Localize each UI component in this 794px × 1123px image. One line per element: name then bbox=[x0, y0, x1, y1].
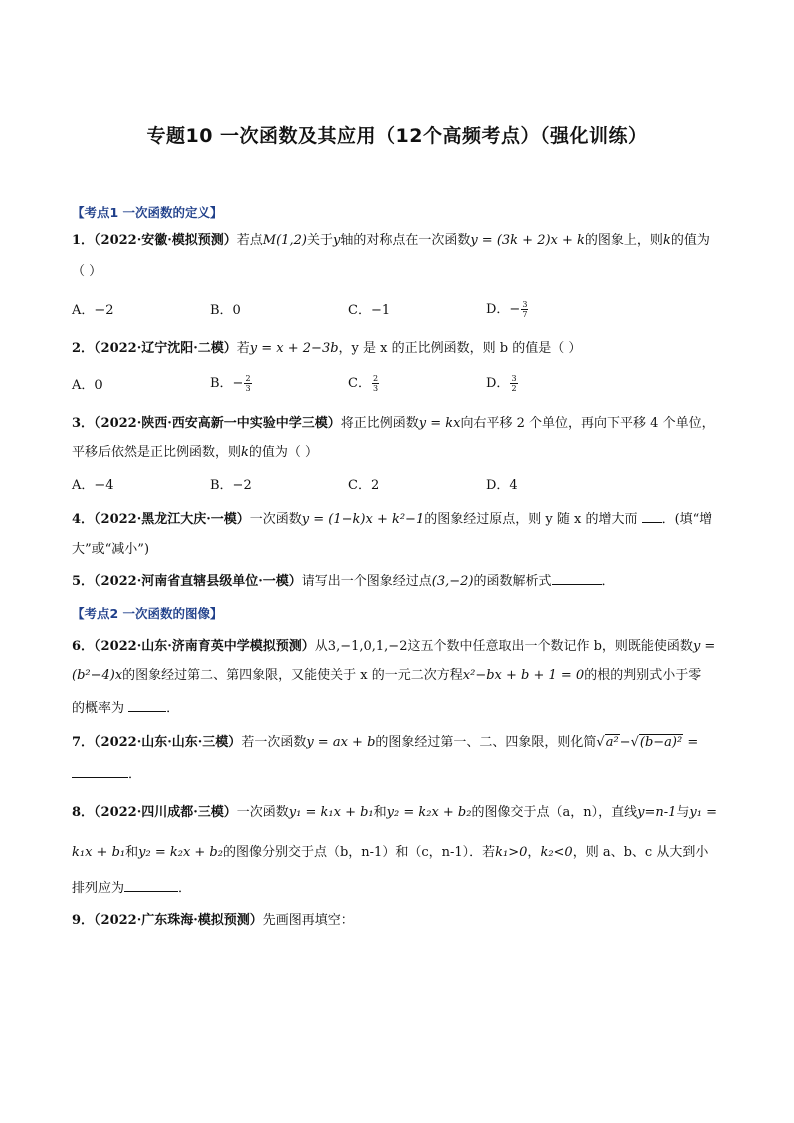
section-heading-2: 【考点2 一次函数的图像】 bbox=[72, 606, 223, 621]
q2-choice-b: B．− $\frac{2}{3}$ bbox=[210, 374, 251, 393]
sqrt-sign: √ bbox=[596, 735, 605, 750]
question-1-line-2: （ ） bbox=[72, 264, 103, 279]
question-3-line-2: 平移后依然是正比例函数，则k的值为（ ） bbox=[72, 445, 319, 460]
q3-choice-d: D．4 bbox=[486, 478, 518, 493]
question-source: （2022·安徽·模拟预测） bbox=[94, 233, 237, 248]
question-source: （2022·山东·济南育英中学模拟预测） bbox=[94, 639, 315, 654]
question-number: 3． bbox=[72, 416, 95, 431]
question-7-line-1: 7．（2022·山东·山东·三模）若一次函数y = ax + b的图象经过第一、二、四象限，则化简√a²−√(b−a)² = bbox=[72, 735, 699, 750]
question-number: 2． bbox=[72, 341, 95, 356]
q2-choice-c: C． $\frac{2}{3}$ bbox=[348, 374, 379, 393]
question-6-line-3: 的概率为 ． bbox=[72, 701, 180, 716]
question-source: （2022·黑龙江大庆·一模） bbox=[94, 512, 250, 527]
q2-choice-d: D． $\frac{3}{2}$ bbox=[486, 374, 517, 393]
question-source: （2022·河南省直辖县级单位·一模） bbox=[94, 574, 302, 589]
question-number: 6． bbox=[72, 639, 95, 654]
q1-choice-c: C．−1 bbox=[348, 303, 391, 318]
question-number: 8． bbox=[72, 805, 95, 820]
answer-blank bbox=[124, 880, 178, 892]
question-2-line-1: 2．（2022·辽宁沈阳·二模）若y = x + 2−3b，y 是 x 的正比例函数，则 b 的值是（ ） bbox=[72, 341, 582, 356]
answer-blank bbox=[552, 573, 602, 585]
answer-blank bbox=[72, 766, 128, 778]
q3-choice-a: A．−4 bbox=[72, 478, 114, 493]
question-1-line-1: 1．（2022·安徽·模拟预测）若点M(1,2)关于y轴的对称点在一次函数y = (3k + 2)x + k的图象上，则k的值为 bbox=[72, 233, 710, 248]
q2-choice-a: A．0 bbox=[72, 378, 103, 393]
answer-blank bbox=[128, 700, 166, 712]
question-8-line-3: 排列应为 ． bbox=[72, 881, 192, 896]
question-6-line-1: 6．（2022·山东·济南育英中学模拟预测）从3,−1,0,1,−2这五个数中任意取出一个数记作 b，则既能使函数y = bbox=[72, 639, 716, 654]
q1-choice-a: A．−2 bbox=[72, 303, 114, 318]
question-4-line-1: 4．（2022·黑龙江大庆·一模）一次函数y = (1−k)x + k²−1的图象经过原点，则 y 随 x 的增大而 ．(填“增 bbox=[72, 512, 713, 527]
question-source: （2022·山东·山东·三模） bbox=[94, 735, 242, 750]
page-title: 专题10 一次函数及其应用（12个高频考点）（强化训练） bbox=[146, 125, 648, 147]
question-source: （2022·陕西·西安高新一中实验中学三模） bbox=[94, 416, 341, 431]
answer-blank bbox=[642, 511, 662, 523]
q3-choice-c: C．2 bbox=[348, 478, 380, 493]
question-number: 5． bbox=[72, 574, 95, 589]
question-source: （2022·辽宁沈阳·二模） bbox=[94, 341, 237, 356]
question-8-line-1: 8．（2022·四川成都·三模）一次函数y₁ = k₁x + b₁和y₂ = k₂x + b₂的图像交于点（a，n），直线y=n-1与y₁ = bbox=[72, 805, 717, 820]
question-number: 7． bbox=[72, 735, 95, 750]
fraction: $\frac{3}{7}$ bbox=[522, 300, 528, 319]
question-number: 1． bbox=[72, 233, 95, 248]
q3-choice-b: B．−2 bbox=[210, 478, 252, 493]
section-heading-1: 【考点1 一次函数的定义】 bbox=[72, 205, 223, 220]
question-number: 9． bbox=[72, 913, 95, 928]
question-3-line-1: 3．（2022·陕西·西安高新一中实验中学三模）将正比例函数y = kx向右平移 2 个单位，再向下平移 4 个单位， bbox=[72, 416, 715, 431]
question-7-line-2: ． bbox=[72, 766, 732, 783]
question-8-line-2: k₁x + b₁和y₂ = k₂x + b₂的图像分别交于点（b，n-1）和（c，n-1）．若k₁>0，k₂<0，则 a、b、c 从大到小 bbox=[72, 845, 709, 860]
sqrt-sign: √ bbox=[630, 735, 639, 750]
question-6-line-2: (b²−4)x的图象经过第二、第四象限，又能使关于 x 的一元二次方程x²−bx + b + 1 = 0的根的判别式小于零 bbox=[72, 668, 702, 683]
q1-choice-d: D．− $\frac{3}{7}$ bbox=[486, 300, 528, 319]
question-5-line-1: 5．（2022·河南省直辖县级单位·一模）请写出一个图象经过点(3,−2)的函数解析式 ． bbox=[72, 574, 615, 589]
question-source: （2022·四川成都·三模） bbox=[94, 805, 237, 820]
question-number: 4． bbox=[72, 512, 95, 527]
q1-choice-b: B．0 bbox=[210, 303, 241, 318]
question-9-line-1: 9．（2022·广东珠海·模拟预测）先画图再填空： bbox=[72, 913, 354, 928]
question-source: （2022·广东珠海·模拟预测） bbox=[94, 913, 263, 928]
question-4-line-2: 大”或“减小”) bbox=[72, 542, 150, 557]
